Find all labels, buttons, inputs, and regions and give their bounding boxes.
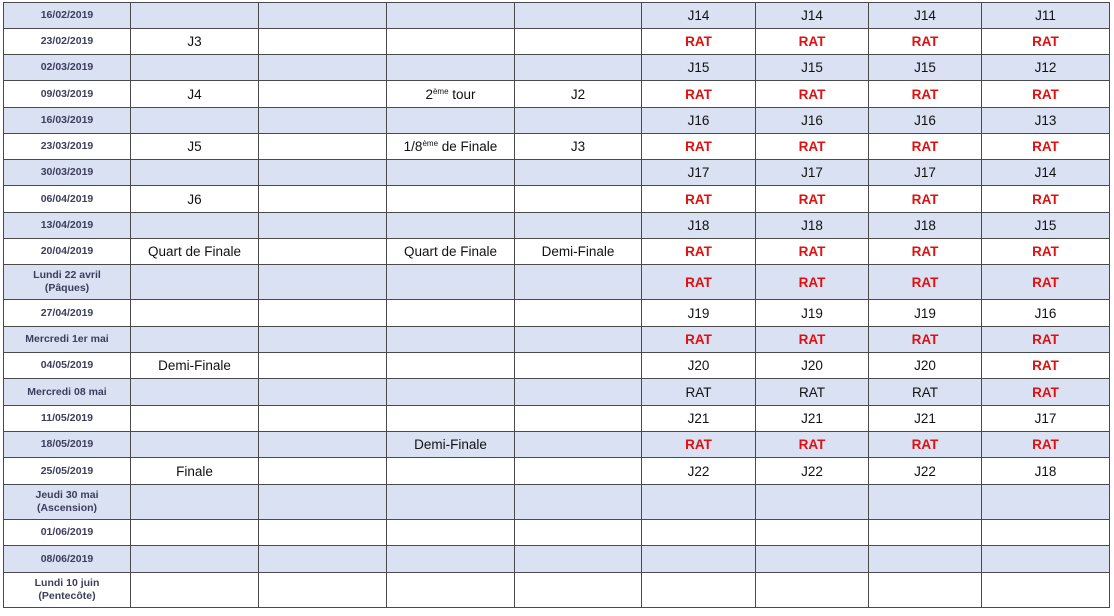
schedule-cell: J14 <box>869 3 982 29</box>
schedule-cell <box>387 327 515 353</box>
schedule-cell: RAT <box>982 265 1110 300</box>
schedule-cell <box>259 485 387 520</box>
table-row <box>4 353 1110 379</box>
date-line: Jeudi 30 mai <box>35 489 99 501</box>
schedule-cell: J16 <box>982 300 1110 327</box>
date-cell: 04/05/2019 <box>4 353 131 379</box>
schedule-cell: RAT <box>642 265 756 300</box>
schedule-cell <box>515 520 642 546</box>
schedule-cell <box>259 3 387 29</box>
schedule-cell: RAT <box>756 81 869 108</box>
schedule-cell <box>515 546 642 573</box>
schedule-cell <box>259 265 387 300</box>
schedule-cell: J20 <box>756 353 869 379</box>
date-line: Lundi 10 juin <box>34 577 100 589</box>
date-cell: 23/02/2019 <box>4 29 131 55</box>
schedule-cell: RAT <box>869 29 982 55</box>
schedule-cell <box>982 573 1110 608</box>
schedule-cell <box>515 108 642 134</box>
schedule-cell <box>515 458 642 485</box>
schedule-cell <box>259 379 387 406</box>
table-row <box>4 108 1110 134</box>
schedule-cell: RAT <box>982 353 1110 379</box>
schedule-cell <box>259 239 387 265</box>
date-cell: 13/04/2019 <box>4 213 131 239</box>
schedule-cell: J14 <box>642 3 756 29</box>
schedule-cell: J14 <box>756 3 869 29</box>
table-row <box>4 406 1110 432</box>
schedule-cell: RAT <box>982 239 1110 265</box>
date-cell: 16/03/2019 <box>4 108 131 134</box>
schedule-cell <box>259 327 387 353</box>
schedule-cell <box>259 300 387 327</box>
date-cell: 01/06/2019 <box>4 520 131 546</box>
schedule-cell <box>387 3 515 29</box>
date-cell: 23/03/2019 <box>4 134 131 160</box>
schedule-cell: RAT <box>869 379 982 406</box>
date-cell <box>4 573 131 608</box>
table-row <box>4 573 1110 608</box>
schedule-cell <box>869 573 982 608</box>
schedule-cell: J19 <box>756 300 869 327</box>
schedule-cell: Quart de Finale <box>387 239 515 265</box>
schedule-cell <box>515 186 642 213</box>
date-cell: 11/05/2019 <box>4 406 131 432</box>
schedule-cell: RAT <box>642 81 756 108</box>
schedule-cell <box>387 406 515 432</box>
schedule-cell <box>756 546 869 573</box>
schedule-cell <box>642 546 756 573</box>
schedule-cell <box>131 213 259 239</box>
table-row <box>4 265 1110 300</box>
table-row <box>4 458 1110 485</box>
schedule-cell: J4 <box>131 81 259 108</box>
table-row <box>4 239 1110 265</box>
date-cell: Mercredi 1er mai <box>4 327 131 353</box>
schedule-cell: 2ème tour <box>387 81 515 108</box>
schedule-cell: RAT <box>869 327 982 353</box>
schedule-cell <box>515 3 642 29</box>
schedule-cell: J21 <box>869 406 982 432</box>
schedule-cell: RAT <box>642 134 756 160</box>
schedule-cell: RAT <box>642 327 756 353</box>
schedule-cell: J20 <box>869 353 982 379</box>
schedule-cell <box>756 520 869 546</box>
schedule-cell: RAT <box>642 239 756 265</box>
schedule-cell <box>131 3 259 29</box>
table-row <box>4 186 1110 213</box>
schedule-cell: J17 <box>756 160 869 186</box>
schedule-cell: J13 <box>982 108 1110 134</box>
schedule-cell <box>642 520 756 546</box>
table-row <box>4 55 1110 81</box>
schedule-cell <box>131 379 259 406</box>
schedule-cell <box>131 485 259 520</box>
schedule-cell: J15 <box>756 55 869 81</box>
schedule-cell <box>259 406 387 432</box>
table-row <box>4 213 1110 239</box>
date-cell: 18/05/2019 <box>4 432 131 458</box>
schedule-cell: J15 <box>982 213 1110 239</box>
schedule-cell <box>515 485 642 520</box>
schedule-cell <box>756 573 869 608</box>
schedule-cell <box>131 573 259 608</box>
schedule-cell: J6 <box>131 186 259 213</box>
schedule-cell <box>259 186 387 213</box>
schedule-cell <box>515 406 642 432</box>
schedule-cell: RAT <box>756 379 869 406</box>
schedule-cell: Demi-Finale <box>515 239 642 265</box>
schedule-cell <box>387 520 515 546</box>
schedule-cell <box>131 55 259 81</box>
schedule-cell: J16 <box>642 108 756 134</box>
schedule-cell <box>387 379 515 406</box>
date-cell: 27/04/2019 <box>4 300 131 327</box>
schedule-cell <box>259 573 387 608</box>
schedule-cell <box>259 160 387 186</box>
schedule-cell: RAT <box>869 186 982 213</box>
schedule-cell: J15 <box>869 55 982 81</box>
schedule-cell <box>869 485 982 520</box>
date-line: (Ascension) <box>36 502 98 514</box>
table-row <box>4 379 1110 406</box>
schedule-cell <box>131 432 259 458</box>
schedule-cell <box>259 81 387 108</box>
schedule-cell: RAT <box>642 432 756 458</box>
date-cell: 08/06/2019 <box>4 546 131 573</box>
schedule-cell <box>387 546 515 573</box>
schedule-cell <box>515 55 642 81</box>
table-row <box>4 432 1110 458</box>
schedule-cell <box>387 353 515 379</box>
schedule-cell: Finale <box>131 458 259 485</box>
schedule-cell <box>387 29 515 55</box>
schedule-cell: J17 <box>982 406 1110 432</box>
schedule-cell <box>387 55 515 81</box>
schedule-cell: J20 <box>642 353 756 379</box>
schedule-cell <box>131 520 259 546</box>
schedule-cell <box>387 160 515 186</box>
table-row <box>4 327 1110 353</box>
schedule-cell: RAT <box>982 327 1110 353</box>
schedule-cell <box>387 265 515 300</box>
date-line: (Pâques) <box>44 282 90 294</box>
schedule-cell <box>259 432 387 458</box>
date-cell: 25/05/2019 <box>4 458 131 485</box>
schedule-cell: J21 <box>642 406 756 432</box>
schedule-cell: RAT <box>642 379 756 406</box>
schedule-cell: J19 <box>869 300 982 327</box>
schedule-cell <box>131 160 259 186</box>
schedule-cell: J5 <box>131 134 259 160</box>
table-row <box>4 134 1110 160</box>
schedule-cell <box>756 485 869 520</box>
schedule-cell <box>515 573 642 608</box>
schedule-cell: RAT <box>756 265 869 300</box>
schedule-cell: J15 <box>642 55 756 81</box>
schedule-cell <box>515 353 642 379</box>
schedule-cell: 1/8ème de Finale <box>387 134 515 160</box>
schedule-cell: RAT <box>982 186 1110 213</box>
schedule-cell: J16 <box>756 108 869 134</box>
date-cell: 02/03/2019 <box>4 55 131 81</box>
schedule-cell <box>387 213 515 239</box>
schedule-cell <box>131 327 259 353</box>
table-row <box>4 29 1110 55</box>
schedule-cell <box>387 186 515 213</box>
schedule-cell: J22 <box>642 458 756 485</box>
date-cell <box>4 485 131 520</box>
schedule-cell <box>515 160 642 186</box>
schedule-cell: RAT <box>642 186 756 213</box>
schedule-cell: RAT <box>756 186 869 213</box>
schedule-cell: J16 <box>869 108 982 134</box>
schedule-cell: J12 <box>982 55 1110 81</box>
schedule-cell <box>259 353 387 379</box>
table-row <box>4 3 1110 29</box>
schedule-table <box>3 2 1110 608</box>
schedule-cell <box>642 485 756 520</box>
schedule-cell <box>869 520 982 546</box>
schedule-cell <box>387 458 515 485</box>
schedule-cell <box>131 265 259 300</box>
schedule-cell <box>131 108 259 134</box>
schedule-cell: J11 <box>982 3 1110 29</box>
schedule-cell: J14 <box>982 160 1110 186</box>
schedule-cell: J19 <box>642 300 756 327</box>
schedule-cell <box>642 573 756 608</box>
schedule-cell: RAT <box>869 81 982 108</box>
date-cell: 06/04/2019 <box>4 186 131 213</box>
schedule-cell: RAT <box>982 432 1110 458</box>
schedule-cell: RAT <box>642 29 756 55</box>
date-cell: Mercredi 08 mai <box>4 379 131 406</box>
schedule-cell <box>131 406 259 432</box>
schedule-cell <box>259 108 387 134</box>
schedule-cell: J3 <box>515 134 642 160</box>
ordinal-superscript: ème <box>422 139 439 148</box>
schedule-cell: RAT <box>756 327 869 353</box>
schedule-cell: RAT <box>982 81 1110 108</box>
schedule-cell <box>259 29 387 55</box>
schedule-cell <box>387 300 515 327</box>
schedule-cell <box>515 300 642 327</box>
schedule-cell <box>515 432 642 458</box>
schedule-cell <box>259 458 387 485</box>
date-cell: 16/02/2019 <box>4 3 131 29</box>
schedule-cell: J17 <box>869 160 982 186</box>
schedule-cell: RAT <box>756 134 869 160</box>
schedule-cell: RAT <box>982 379 1110 406</box>
schedule-cell: J3 <box>131 29 259 55</box>
schedule-cell: J21 <box>756 406 869 432</box>
date-line: (Pentecôte) <box>38 590 96 602</box>
schedule-cell <box>259 134 387 160</box>
schedule-cell <box>259 213 387 239</box>
table-row <box>4 160 1110 186</box>
schedule-cell <box>982 546 1110 573</box>
schedule-cell <box>131 300 259 327</box>
schedule-cell: J2 <box>515 81 642 108</box>
schedule-cell: J17 <box>642 160 756 186</box>
schedule-cell <box>387 485 515 520</box>
ordinal-superscript: ème <box>432 86 449 96</box>
schedule-cell <box>515 265 642 300</box>
schedule-cell <box>259 520 387 546</box>
date-line: Lundi 22 avril <box>33 269 101 281</box>
schedule-cell <box>869 546 982 573</box>
schedule-cell <box>515 379 642 406</box>
schedule-cell <box>515 213 642 239</box>
table-row <box>4 81 1110 108</box>
table-row <box>4 300 1110 327</box>
schedule-cell: RAT <box>869 432 982 458</box>
schedule-cell: RAT <box>756 432 869 458</box>
date-cell: 09/03/2019 <box>4 81 131 108</box>
schedule-cell: Demi-Finale <box>387 432 515 458</box>
date-cell: 20/04/2019 <box>4 239 131 265</box>
schedule-cell <box>259 55 387 81</box>
date-cell <box>4 265 131 300</box>
schedule-cell: J22 <box>756 458 869 485</box>
schedule-cell: RAT <box>869 239 982 265</box>
schedule-cell: J18 <box>642 213 756 239</box>
schedule-cell <box>387 108 515 134</box>
date-cell: 30/03/2019 <box>4 160 131 186</box>
schedule-cell <box>515 327 642 353</box>
schedule-cell: J18 <box>756 213 869 239</box>
schedule-cell <box>259 546 387 573</box>
schedule-cell: RAT <box>756 29 869 55</box>
table-row <box>4 546 1110 573</box>
schedule-cell: RAT <box>869 134 982 160</box>
schedule-cell: J18 <box>869 213 982 239</box>
schedule-cell: Quart de Finale <box>131 239 259 265</box>
schedule-cell: RAT <box>869 265 982 300</box>
schedule-cell: J22 <box>869 458 982 485</box>
schedule-cell <box>982 520 1110 546</box>
schedule-cell <box>131 546 259 573</box>
schedule-cell: RAT <box>756 239 869 265</box>
table-row <box>4 520 1110 546</box>
schedule-cell: RAT <box>982 134 1110 160</box>
schedule-cell: J18 <box>982 458 1110 485</box>
table-row <box>4 485 1110 520</box>
schedule-cell: RAT <box>982 29 1110 55</box>
schedule-cell <box>515 29 642 55</box>
schedule-cell: Demi-Finale <box>131 353 259 379</box>
schedule-cell <box>387 573 515 608</box>
schedule-cell <box>982 485 1110 520</box>
